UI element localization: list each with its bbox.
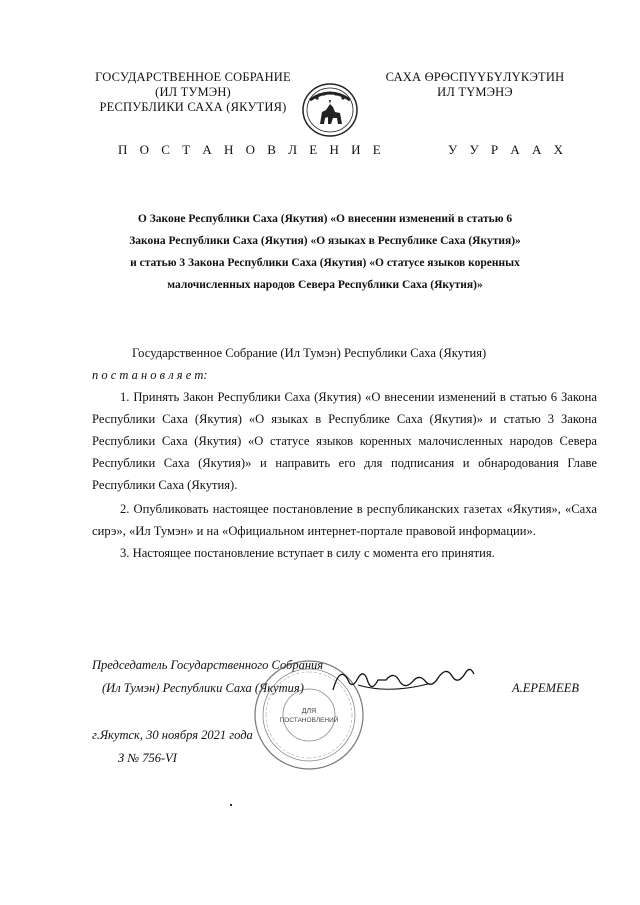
header-right-line-2: ИЛ ТҮМЭНЭ: [437, 85, 513, 99]
handwritten-signature: [328, 660, 478, 700]
header-left-org: [88, 70, 298, 115]
title-line-1: О Законе Республики Саха (Якутия) «О внесении изменений в статью 6: [137, 213, 513, 225]
header-left-line-3: РЕСПУБЛИКИ САХА (ЯКУТИЯ): [99, 100, 287, 114]
place-and-date: г.Якутск, 30 ноября 2021 года: [92, 728, 253, 742]
header-left-line-2: (ИЛ ТУМЭН): [155, 85, 231, 99]
speck-mark: [230, 804, 232, 806]
coat-of-arms-icon: [300, 80, 360, 138]
title-line-2: Закона Республики Саха (Якутия) «О языках в Республике Саха (Якутия)»: [129, 235, 521, 247]
title-line-4: малочисленных народов Севера Республики Саха (Якутия)»: [167, 279, 483, 291]
document-number: З № 756-VI: [118, 751, 177, 765]
preamble-text: Государственное Собрание (Ил Тумэн) Республики Саха (Якутия): [132, 346, 487, 360]
doc-type-ru: П О С Т А Н О В Л Е Н И Е: [118, 142, 386, 157]
decides-text: п о с т а н о в л я е т:: [92, 368, 208, 382]
item-2: 2. Опубликовать настоящее постановление в республиканских газетах «Якутия», «Саха сирэ», «Ил Тумэн» и на «Официальном интернет-портале правовой информации».: [92, 502, 597, 538]
resolution-title: [90, 208, 560, 296]
item-1: 1. Принять Закон Республики Саха (Якутия) «О внесении изменений в статью 6 Закона Республики Саха (Якутия) «О языках в Республике Саха (Якутия)» и статью 3 Закона Республики Саха (Якутия) «О статусе языков коренных малочисленных народов Севера Республики Саха (Якутия)» и направить его для подписания и обнародования Главе Республики Саха (Якутия).: [92, 390, 597, 492]
signatory-position-line-2: (Ил Тумэн) Республики Саха (Якутия): [102, 681, 304, 695]
signatory-position-line-1: Председатель Государственного Собрания: [92, 658, 324, 672]
svg-text:ДЛЯ: ДЛЯ: [301, 708, 317, 715]
signatory-name: А.ЕРЕМЕЕВ: [512, 681, 579, 695]
header-left-line-1: ГОСУДАРСТВЕННОЕ СОБРАНИЕ: [95, 70, 291, 84]
item-3: 3. Настоящее постановление вступает в силу с момента его принятия.: [120, 546, 495, 560]
preamble-paragraph: [92, 342, 597, 386]
title-line-3: и статью 3 Закона Республики Саха (Якутия) «О статусе языков коренных: [130, 257, 520, 269]
header-right-line-1: САХА ӨРӨСПҮҮБҮЛҮКЭТИН: [385, 70, 565, 84]
doc-type-sakha: У У Р А А Х: [448, 142, 568, 157]
svg-text:ПОСТАНОВЛЕНИЙ: ПОСТАНОВЛЕНИЙ: [279, 717, 339, 724]
header-right-org: [370, 70, 580, 100]
